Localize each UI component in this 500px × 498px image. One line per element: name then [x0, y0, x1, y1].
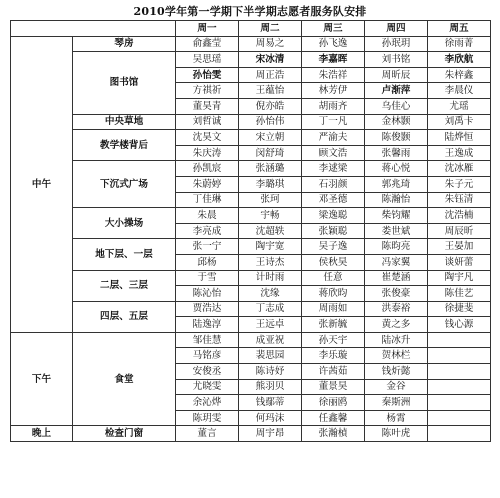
volunteer-name-cell: 蒋欣昀	[302, 286, 365, 302]
volunteer-name-cell	[428, 410, 491, 426]
volunteer-name-cell: 王远卓	[239, 317, 302, 333]
volunteer-name-cell: 娄世斌	[365, 223, 428, 239]
volunteer-name-cell: 闵舒琦	[239, 145, 302, 161]
volunteer-name-cell: 计时雨	[239, 270, 302, 286]
volunteer-name-cell: 董言	[176, 426, 239, 442]
table-row	[11, 52, 491, 68]
volunteer-name-cell: 朱梓鑫	[428, 67, 491, 83]
volunteer-name-cell: 胡雨齐	[302, 98, 365, 114]
volunteer-name-cell: 李嘉晖	[302, 52, 365, 68]
volunteer-name-cell: 洪泰裕	[365, 301, 428, 317]
volunteer-name-cell: 乌佳心	[365, 98, 428, 114]
location-label: 四层、五层	[73, 301, 176, 332]
volunteer-name-cell: 熊羽贝	[239, 379, 302, 395]
volunteer-name-cell: 秦斯洲	[365, 395, 428, 411]
volunteer-name-cell: 陈叶虎	[365, 426, 428, 442]
volunteer-name-cell: 沈昊文	[176, 130, 239, 146]
volunteer-name-cell: 沈浩楠	[428, 208, 491, 224]
day-header-1: 周一	[176, 21, 239, 37]
volunteer-name-cell: 顾文浩	[302, 145, 365, 161]
volunteer-name-cell: 陆冰升	[365, 332, 428, 348]
volunteer-name-cell: 王蕴怡	[239, 83, 302, 99]
volunteer-name-cell: 徐丽鸥	[302, 395, 365, 411]
table-row	[11, 332, 491, 348]
document-title: 2010学年第一学期下半学期志愿者服务队安排	[133, 5, 367, 18]
volunteer-name-cell: 钱炘懿	[365, 364, 428, 380]
volunteer-schedule-table	[10, 20, 491, 442]
volunteer-name-cell: 陶宇宽	[239, 239, 302, 255]
volunteer-name-cell: 孙飞逸	[302, 36, 365, 52]
volunteer-name-cell: 张涵璐	[239, 161, 302, 177]
volunteer-name-cell: 侯秋昊	[302, 254, 365, 270]
volunteer-name-cell: 丁佳琳	[176, 192, 239, 208]
volunteer-name-cell: 宋立朝	[239, 130, 302, 146]
volunteer-name-cell: 张馨雨	[365, 145, 428, 161]
volunteer-name-cell: 安俊丞	[176, 364, 239, 380]
volunteer-name-cell: 周雨如	[302, 301, 365, 317]
volunteer-name-cell: 钱鄢蒂	[239, 395, 302, 411]
location-label: 下沉式广场	[73, 161, 176, 208]
volunteer-name-cell: 陈俊颢	[365, 130, 428, 146]
volunteer-name-cell: 徐雨菁	[428, 36, 491, 52]
volunteer-name-cell	[428, 348, 491, 364]
volunteer-name-cell: 成亚祝	[239, 332, 302, 348]
location-label: 中央草地	[73, 114, 176, 130]
volunteer-name-cell: 陶宇凡	[428, 270, 491, 286]
volunteer-name-cell: 余沁烨	[176, 395, 239, 411]
volunteer-name-cell	[428, 379, 491, 395]
volunteer-name-cell: 郭兆琦	[365, 176, 428, 192]
volunteer-name-cell: 金谷	[365, 379, 428, 395]
volunteer-name-cell: 张新毓	[302, 317, 365, 333]
volunteer-name-cell: 宋冰清	[239, 52, 302, 68]
volunteer-name-cell: 孙怡雯	[176, 67, 239, 83]
location-label: 琴房	[73, 36, 176, 52]
volunteer-name-cell: 张颖聪	[302, 223, 365, 239]
volunteer-name-cell: 朱晨	[176, 208, 239, 224]
table-row	[11, 114, 491, 130]
time-slot-label: 中午	[11, 36, 73, 332]
volunteer-name-cell: 石羽颜	[302, 176, 365, 192]
volunteer-name-cell: 陈昀亮	[365, 239, 428, 255]
volunteer-name-cell: 黄之多	[365, 317, 428, 333]
volunteer-name-cell: 董景昊	[302, 379, 365, 395]
volunteer-name-cell: 谈妍蕾	[428, 254, 491, 270]
location-label: 图书馆	[73, 52, 176, 114]
volunteer-name-cell: 崔楚涵	[365, 270, 428, 286]
volunteer-name-cell: 刘书铭	[365, 52, 428, 68]
day-header-2: 周二	[239, 21, 302, 37]
volunteer-name-cell: 李晨仪	[428, 83, 491, 99]
header-row	[11, 21, 491, 37]
time-slot-label: 晚上	[11, 426, 73, 442]
volunteer-name-cell: 蒋心悦	[365, 161, 428, 177]
volunteer-name-cell: 李欣航	[428, 52, 491, 68]
volunteer-name-cell: 陈瀚怡	[365, 192, 428, 208]
volunteer-name-cell	[428, 364, 491, 380]
volunteer-name-cell: 孙怡伟	[239, 114, 302, 130]
volunteer-name-cell: 孙凯宸	[176, 161, 239, 177]
volunteer-name-cell: 周昕辰	[365, 67, 428, 83]
volunteer-name-cell: 杨霄	[365, 410, 428, 426]
volunteer-name-cell: 邹佳慧	[176, 332, 239, 348]
volunteer-name-cell: 陆逸淳	[176, 317, 239, 333]
volunteer-name-cell	[428, 426, 491, 442]
table-row	[11, 161, 491, 177]
volunteer-name-cell	[428, 395, 491, 411]
volunteer-name-cell: 张一宁	[176, 239, 239, 255]
table-row	[11, 36, 491, 52]
volunteer-name-cell: 严渝夫	[302, 130, 365, 146]
volunteer-name-cell: 徐捷斐	[428, 301, 491, 317]
volunteer-name-cell: 孙珉玥	[365, 36, 428, 52]
table-row	[11, 239, 491, 255]
volunteer-name-cell: 周辰昕	[428, 223, 491, 239]
table-row	[11, 130, 491, 146]
volunteer-name-cell: 陈玥雯	[176, 410, 239, 426]
volunteer-name-cell: 何玛沫	[239, 410, 302, 426]
volunteer-name-cell: 沈冰雁	[428, 161, 491, 177]
location-label: 二层、三层	[73, 270, 176, 301]
volunteer-name-cell: 陈沁怡	[176, 286, 239, 302]
volunteer-name-cell: 尤晓雯	[176, 379, 239, 395]
day-header-4: 周四	[365, 21, 428, 37]
volunteer-name-cell: 倪亦皓	[239, 98, 302, 114]
header-blank-cell	[11, 21, 176, 37]
location-label: 食堂	[73, 332, 176, 426]
volunteer-name-cell: 陆烨恒	[428, 130, 491, 146]
volunteer-name-cell: 王诗杰	[239, 254, 302, 270]
volunteer-name-cell: 邱杨	[176, 254, 239, 270]
volunteer-name-cell	[428, 332, 491, 348]
volunteer-name-cell: 俞鑫莹	[176, 36, 239, 52]
location-label: 教学楼背后	[73, 130, 176, 161]
volunteer-name-cell: 刘哲诚	[176, 114, 239, 130]
volunteer-name-cell: 梁逸聪	[302, 208, 365, 224]
volunteer-name-cell: 于雪	[176, 270, 239, 286]
volunteer-name-cell: 沈缘	[239, 286, 302, 302]
volunteer-name-cell: 林芳伊	[302, 83, 365, 99]
volunteer-name-cell: 任意	[302, 270, 365, 286]
volunteer-name-cell: 丁志成	[239, 301, 302, 317]
volunteer-name-cell: 张瀚楨	[302, 426, 365, 442]
table-row	[11, 301, 491, 317]
volunteer-name-cell: 沈超轶	[239, 223, 302, 239]
time-slot-label: 下午	[11, 332, 73, 426]
volunteer-name-cell: 尤瑶	[428, 98, 491, 114]
volunteer-name-cell: 贺林栏	[365, 348, 428, 364]
volunteer-name-cell: 王晏加	[428, 239, 491, 255]
volunteer-name-cell: 任鑫馨	[302, 410, 365, 426]
volunteer-name-cell: 许茜茹	[302, 364, 365, 380]
table-row	[11, 208, 491, 224]
volunteer-name-cell: 朱子元	[428, 176, 491, 192]
volunteer-name-cell: 方祺祈	[176, 83, 239, 99]
volunteer-name-cell: 朱浩祥	[302, 67, 365, 83]
table-row	[11, 426, 491, 442]
volunteer-name-cell: 宇畅	[239, 208, 302, 224]
volunteer-name-cell: 吴思瑶	[176, 52, 239, 68]
location-label: 地下层、一层	[73, 239, 176, 270]
location-label: 检查门窗	[73, 426, 176, 442]
volunteer-name-cell: 李亮成	[176, 223, 239, 239]
volunteer-name-cell: 裴思园	[239, 348, 302, 364]
volunteer-name-cell: 张俊豪	[365, 286, 428, 302]
volunteer-name-cell: 金林颢	[365, 114, 428, 130]
volunteer-name-cell: 李逑梁	[302, 161, 365, 177]
volunteer-name-cell: 朱庆涛	[176, 145, 239, 161]
volunteer-name-cell: 邓圣德	[302, 192, 365, 208]
volunteer-name-cell: 朱钰清	[428, 192, 491, 208]
volunteer-name-cell: 陈佳艺	[428, 286, 491, 302]
volunteer-name-cell: 刘禹卡	[428, 114, 491, 130]
volunteer-name-cell: 陈诗妤	[239, 364, 302, 380]
volunteer-name-cell: 李乐璇	[302, 348, 365, 364]
volunteer-name-cell: 周宇昂	[239, 426, 302, 442]
volunteer-name-cell: 朱蔚婷	[176, 176, 239, 192]
volunteer-name-cell: 马铭彦	[176, 348, 239, 364]
volunteer-name-cell: 张珂	[239, 192, 302, 208]
volunteer-name-cell: 孙天宇	[302, 332, 365, 348]
volunteer-name-cell: 卢渐萍	[365, 83, 428, 99]
volunteer-name-cell: 王逸成	[428, 145, 491, 161]
volunteer-name-cell: 丁一凡	[302, 114, 365, 130]
volunteer-name-cell: 柴钧耀	[365, 208, 428, 224]
volunteer-name-cell: 吴子逸	[302, 239, 365, 255]
volunteer-name-cell: 周正浩	[239, 67, 302, 83]
volunteer-name-cell: 董昊青	[176, 98, 239, 114]
table-row	[11, 270, 491, 286]
day-header-3: 周三	[302, 21, 365, 37]
volunteer-name-cell: 冯家翼	[365, 254, 428, 270]
volunteer-name-cell: 周易之	[239, 36, 302, 52]
location-label: 大小操场	[73, 208, 176, 239]
day-header-5: 周五	[428, 21, 491, 37]
volunteer-name-cell: 钱心源	[428, 317, 491, 333]
volunteer-name-cell: 贾浩达	[176, 301, 239, 317]
volunteer-name-cell: 李璐琪	[239, 176, 302, 192]
